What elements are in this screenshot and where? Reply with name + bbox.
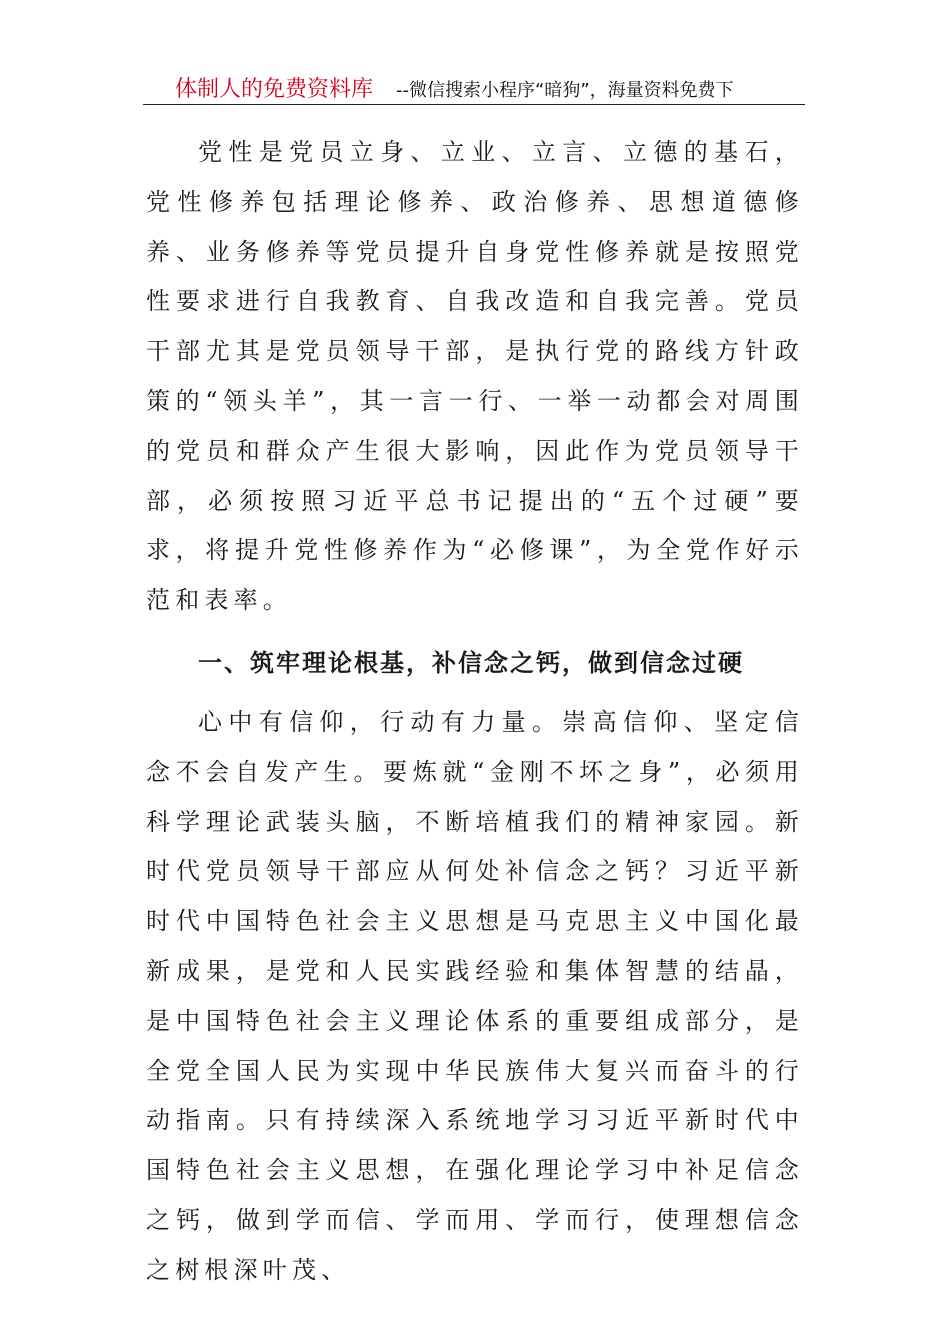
section-paragraph: 心中有信仰，行动有力量。崇高信仰、坚定信念不会自发产生。要炼就“金刚不坏之身”，必须用科学理论武装头脑，不断培植我们的精神家园。新时代党员领导干部应从何处补信念之钙？习近平新时代中国特色社会主义思想是马克思主义中国化最新成果，是党和人民实践经验和集体智慧的结晶，是中国特色社会主义理论体系的重要组成部分，是全党全国人民为实现中华民族伟大复兴而奋斗的行动指南。只有持续深入系统地学习习近平新时代中国特色社会主义思想，在强化理论学习中补足信念之钙，做到学而信、学而用、学而行，使理想信念之树根深叶茂、	[146, 707, 804, 1284]
article-body	[146, 128, 804, 1296]
page-header	[143, 70, 805, 105]
header-brand: 体制人的免费资料库	[175, 77, 374, 102]
intro-paragraph: 党性是党员立身、立业、立言、立德的基石，党性修养包括理论修养、政治修养、思想道德修养、业务修养等党员提升自身党性修养就是按照党性要求进行自我教育、自我改造和自我完善。党员干部尤其是党员领导干部，是执行党的路线方针政策的“领头羊”，其一言一行、一举一动都会对周围的党员和群众产生很大影响，因此作为党员领导干部，必须按照习近平总书记提出的“五个过硬”要求，将提升党性修养作为“必修课”，为全党作好示范和表率。	[146, 138, 804, 615]
header-tagline: --微信搜索小程序“暗狗”，海量资料免费下	[396, 80, 734, 101]
section-heading: 一、筑牢理论根基，补信念之钙，做到信念过硬	[198, 648, 744, 677]
